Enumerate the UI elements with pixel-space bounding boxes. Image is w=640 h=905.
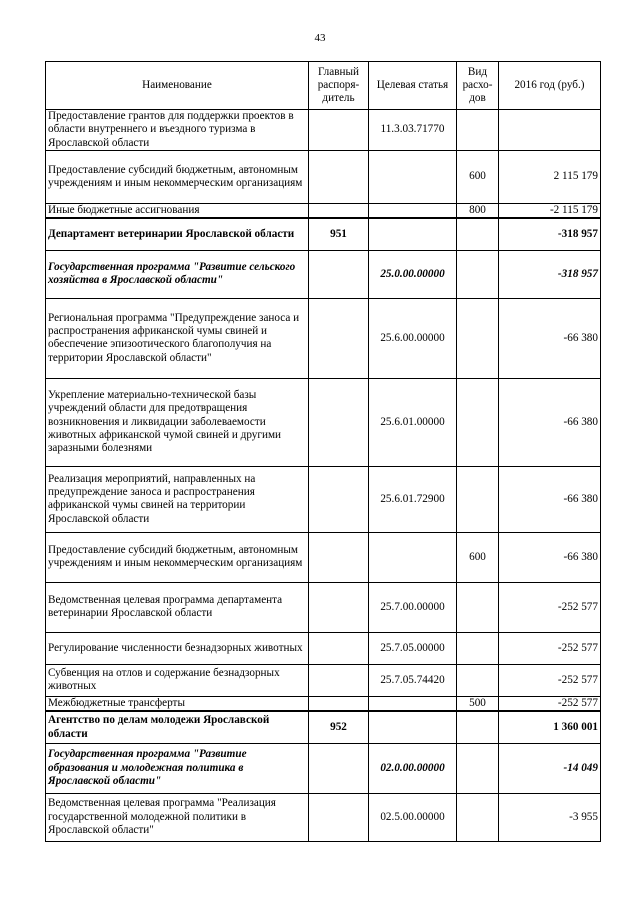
row-article-cell xyxy=(369,711,457,743)
row-article-cell: 25.7.05.00000 xyxy=(369,632,457,664)
row-type-cell xyxy=(457,664,499,696)
row-amount-cell: -2 115 179 xyxy=(499,203,601,218)
table-header-row xyxy=(46,62,601,110)
row-manager-cell xyxy=(309,203,369,218)
row-name-cell: Иные бюджетные ассигнования xyxy=(46,203,309,218)
row-manager-cell xyxy=(309,378,369,466)
table-row xyxy=(46,203,601,218)
row-type-cell: 500 xyxy=(457,696,499,711)
row-amount-cell: -252 577 xyxy=(499,632,601,664)
row-type-cell xyxy=(457,298,499,378)
row-amount-cell: -252 577 xyxy=(499,582,601,632)
row-name-cell: Ведомственная целевая программа департамента ветеринарии Ярославской области xyxy=(46,582,309,632)
row-article-cell: 25.6.00.00000 xyxy=(369,298,457,378)
row-type-cell: 800 xyxy=(457,203,499,218)
header-year-amount: 2016 год (руб.) xyxy=(499,62,601,110)
row-type-cell xyxy=(457,793,499,841)
row-type-cell xyxy=(457,378,499,466)
row-manager-cell xyxy=(309,532,369,582)
table-row xyxy=(46,298,601,378)
row-manager-cell xyxy=(309,582,369,632)
row-manager-cell xyxy=(309,110,369,151)
row-amount-cell xyxy=(499,110,601,151)
table-row xyxy=(46,582,601,632)
row-manager-cell: 952 xyxy=(309,711,369,743)
header-expense-type: Вид расхо-дов xyxy=(457,62,499,110)
row-name-cell: Региональная программа "Предупреждение заноса и распространения африканской чумы свиней и обеспечение эпизоотического благополучия на территории Ярославской области" xyxy=(46,298,309,378)
header-name: Наименование xyxy=(46,62,309,110)
row-type-cell xyxy=(457,632,499,664)
table-row xyxy=(46,711,601,743)
row-manager-cell xyxy=(309,664,369,696)
row-amount-cell: -252 577 xyxy=(499,664,601,696)
row-name-cell: Укрепление материально-технической базы учреждений области для предотвращения возникновения и ликвидации заболеваемости животных африканской чумой свиней и другими заразными болезнями xyxy=(46,378,309,466)
table-row xyxy=(46,466,601,532)
row-name-cell: Реализация мероприятий, направленных на предупреждение заноса и распространения африканской чумы свиней на территории Ярославской области xyxy=(46,466,309,532)
page-number: 43 xyxy=(314,32,326,44)
row-amount-cell: -66 380 xyxy=(499,532,601,582)
row-article-cell: 02.0.00.00000 xyxy=(369,743,457,793)
row-name-cell: Государственная программа "Развитие образования и молодежная политика в Ярославской области" xyxy=(46,743,309,793)
row-amount-cell: -318 957 xyxy=(499,218,601,250)
table-row xyxy=(46,250,601,298)
row-name-cell: Предоставление субсидий бюджетным, автономным учреждениям и иным некоммерческим организациям xyxy=(46,532,309,582)
row-article-cell xyxy=(369,150,457,203)
row-article-cell xyxy=(369,218,457,250)
row-article-cell: 25.6.01.72900 xyxy=(369,466,457,532)
row-amount-cell: -66 380 xyxy=(499,466,601,532)
row-manager-cell xyxy=(309,696,369,711)
header-target-article: Целевая статья xyxy=(369,62,457,110)
row-amount-cell: -318 957 xyxy=(499,250,601,298)
row-amount-cell: -66 380 xyxy=(499,298,601,378)
row-type-cell xyxy=(457,250,499,298)
row-manager-cell xyxy=(309,150,369,203)
row-name-cell: Ведомственная целевая программа "Реализация государственной молодежной политики в Ярославской области" xyxy=(46,793,309,841)
row-article-cell: 11.3.03.71770 xyxy=(369,110,457,151)
row-manager-cell xyxy=(309,466,369,532)
row-manager-cell: 951 xyxy=(309,218,369,250)
row-article-cell xyxy=(369,203,457,218)
table-row xyxy=(46,743,601,793)
row-name-cell: Межбюджетные трансферты xyxy=(46,696,309,711)
table-row xyxy=(46,378,601,466)
row-type-cell xyxy=(457,110,499,151)
row-type-cell xyxy=(457,743,499,793)
row-amount-cell: 2 115 179 xyxy=(499,150,601,203)
table-row xyxy=(46,150,601,203)
row-amount-cell: -252 577 xyxy=(499,696,601,711)
row-manager-cell xyxy=(309,793,369,841)
row-manager-cell xyxy=(309,632,369,664)
row-amount-cell: -14 049 xyxy=(499,743,601,793)
table-row xyxy=(46,696,601,711)
row-name-cell: Государственная программа "Развитие сельского хозяйства в Ярославской области" xyxy=(46,250,309,298)
table-row xyxy=(46,110,601,151)
row-amount-cell: -66 380 xyxy=(499,378,601,466)
row-type-cell: 600 xyxy=(457,150,499,203)
row-article-cell xyxy=(369,696,457,711)
row-article-cell xyxy=(369,532,457,582)
row-type-cell xyxy=(457,466,499,532)
row-type-cell xyxy=(457,582,499,632)
row-name-cell: Регулирование численности безнадзорных животных xyxy=(46,632,309,664)
row-name-cell: Субвенция на отлов и содержание безнадзорных животных xyxy=(46,664,309,696)
row-manager-cell xyxy=(309,743,369,793)
row-name-cell: Агентство по делам молодежи Ярославской области xyxy=(46,711,309,743)
row-name-cell: Предоставление грантов для поддержки проектов в области внутреннего и въездного туризма в Ярославской области xyxy=(46,110,309,151)
table-row xyxy=(46,664,601,696)
row-manager-cell xyxy=(309,250,369,298)
row-article-cell: 25.0.00.00000 xyxy=(369,250,457,298)
row-type-cell xyxy=(457,218,499,250)
row-article-cell: 25.6.01.00000 xyxy=(369,378,457,466)
row-type-cell: 600 xyxy=(457,532,499,582)
table-row xyxy=(46,532,601,582)
table-row xyxy=(46,793,601,841)
row-amount-cell: -3 955 xyxy=(499,793,601,841)
row-amount-cell: 1 360 001 xyxy=(499,711,601,743)
row-name-cell: Предоставление субсидий бюджетным, автономным учреждениям и иным некоммерческим организациям xyxy=(46,150,309,203)
budget-table xyxy=(45,61,601,842)
table-row xyxy=(46,632,601,664)
row-article-cell: 25.7.05.74420 xyxy=(369,664,457,696)
row-article-cell: 02.5.00.00000 xyxy=(369,793,457,841)
row-type-cell xyxy=(457,711,499,743)
row-article-cell: 25.7.00.00000 xyxy=(369,582,457,632)
table-row xyxy=(46,218,601,250)
row-name-cell: Департамент ветеринарии Ярославской области xyxy=(46,218,309,250)
header-main-manager: Главный распоря-дитель xyxy=(309,62,369,110)
row-manager-cell xyxy=(309,298,369,378)
